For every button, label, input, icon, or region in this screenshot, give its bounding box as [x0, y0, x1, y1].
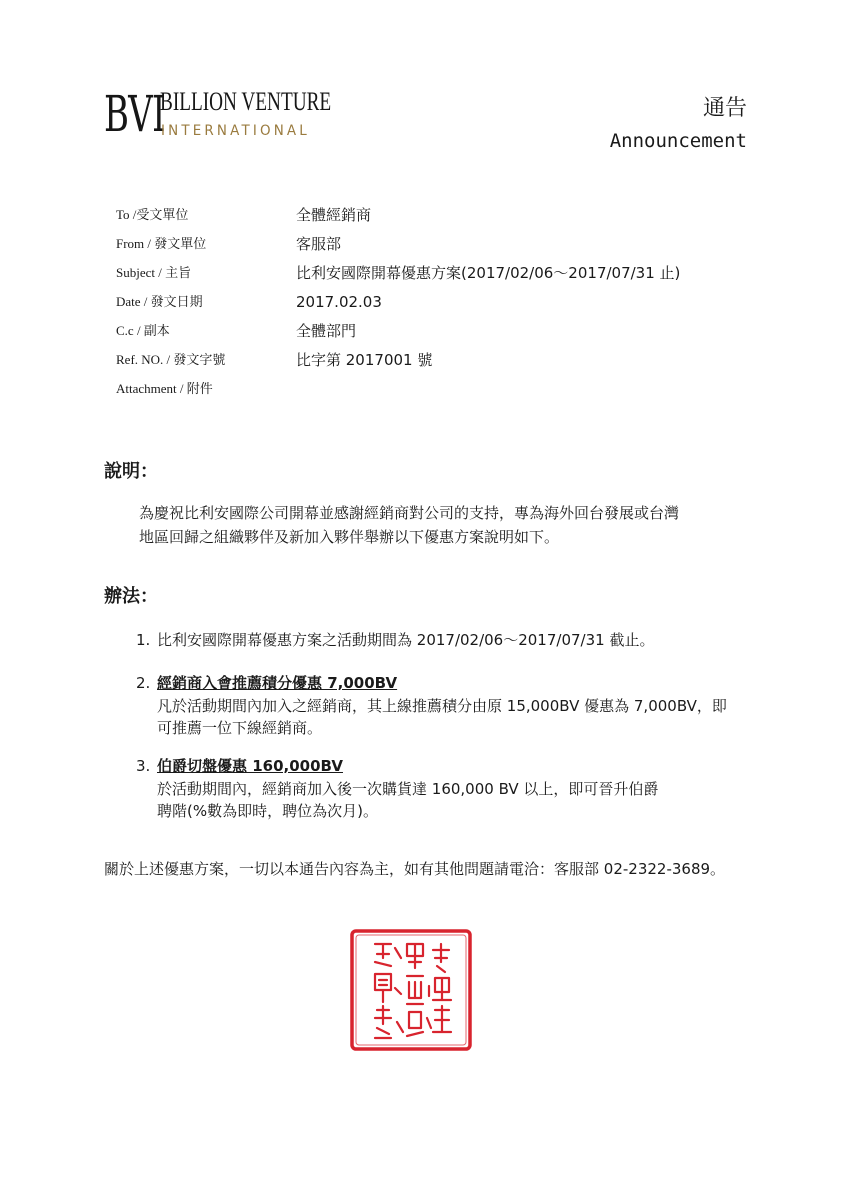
header-label: From / 發文單位 [116, 236, 207, 251]
header-row-date [116, 292, 736, 321]
company-logo [104, 84, 332, 146]
title-chinese: 通告 [702, 96, 747, 121]
item-line: 於活動期間內，經銷商加入後一次購貨達 160,000 BV 以上，即可晉升伯爵 [157, 780, 659, 798]
item-line: 聘階(%數為即時，聘位為次月)。 [157, 802, 378, 820]
header-row-from [116, 234, 736, 263]
header-label: Ref. NO. / 發文字號 [116, 352, 226, 367]
header-value: 客服部 [296, 235, 342, 253]
header-value: 比利安國際開幕優惠方案(2017/02/06～2017/07/31 止) [296, 264, 681, 282]
item-text: 比利安國際開幕優惠方案之活動期間為 2017/02/06～2017/07/31 截止。 [157, 631, 655, 649]
header-label: Subject / 主旨 [116, 265, 192, 280]
item-title: 經銷商入會推薦積分優惠 7,000BV [157, 674, 398, 692]
header-row-cc [116, 321, 736, 350]
header-label: To /受文單位 [116, 207, 189, 222]
header-row-ref [116, 350, 736, 379]
item-number: 2. [136, 674, 151, 692]
explanation-line: 為慶祝比利安國際公司開幕並感謝經銷商對公司的支持，專為海外回台發展或台灣 [139, 504, 680, 522]
closing-note: 關於上述優惠方案，一切以本通告內容為主，如有其他問題請電洽：客服部 02-2322-3689。 [104, 860, 726, 878]
method-heading: 辦法： [104, 586, 158, 607]
item-title: 伯爵切盤優惠 160,000BV [157, 757, 343, 775]
header-value: 全體經銷商 [296, 206, 372, 224]
header-row-subject [116, 263, 736, 292]
item-number: 3. [136, 757, 151, 775]
header-value: 2017.02.03 [296, 293, 382, 311]
item-number: 1. [136, 631, 151, 649]
explanation-line: 地區回歸之組織夥伴及新加入夥伴舉辦以下優惠方案說明如下。 [139, 528, 560, 546]
logo-mark: BVI [104, 85, 165, 143]
company-seal [349, 928, 473, 1052]
header-label: C.c / 副本 [116, 323, 170, 338]
header-row-to [116, 205, 736, 234]
seal-stamp-icon [349, 928, 473, 1052]
header-label: Attachment / 附件 [116, 381, 213, 396]
logo-subtitle: INTERNATIONAL [161, 123, 310, 139]
header-value: 比字第 2017001 號 [296, 351, 433, 369]
item-line: 凡於活動期間內加入之經銷商，其上線推薦積分由原 15,000BV 優惠為 7,000BV，即 [157, 697, 727, 715]
item-line: 可推薦一位下線經銷商。 [157, 719, 323, 737]
title-english: Announcement [609, 130, 747, 152]
logo-company-name: BILLION VENTURE [160, 87, 332, 116]
header-value: 全體部門 [296, 322, 357, 340]
explanation-heading: 說明： [104, 461, 158, 482]
header-row-attachment [116, 379, 736, 408]
header-label: Date / 發文日期 [116, 294, 203, 309]
